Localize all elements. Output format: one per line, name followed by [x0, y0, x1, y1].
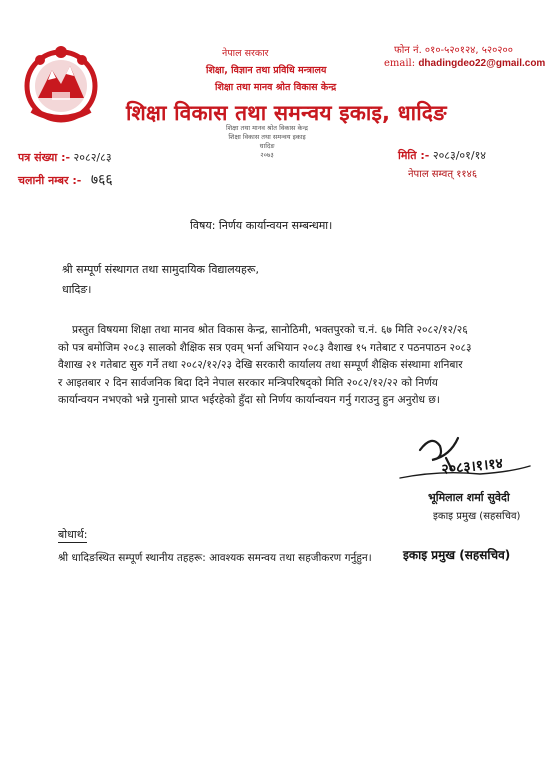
email-label: email: — [384, 58, 416, 69]
handwritten-signature — [380, 430, 540, 490]
email-line — [384, 58, 545, 69]
nepal-sambat-date: नेपाल सम्वत् ११४६ — [408, 169, 478, 180]
signer-name: भूमिलाल शर्मा सुवेदी — [428, 491, 510, 504]
nepal-emblem-icon — [18, 40, 104, 126]
body-line: र आइतबार २ दिन सार्वजनिक बिदा दिने नेपाल सरकार मन्त्रिपरिषद्को मिति २०८२/१२/२२ को निर्णय — [58, 376, 438, 389]
date-value: २०८३/०१/१४ — [432, 149, 487, 162]
recipient-line-2: धादिङ। — [62, 283, 92, 296]
letter-number-label: पत्र संख्या :- — [18, 151, 71, 164]
header-government: नेपाल सरकार — [222, 48, 269, 59]
seal-line-2: शिक्षा विकास तथा समन्वय इकाइ — [228, 133, 306, 141]
dispatch-number-value: ७६६ — [90, 172, 113, 188]
recipient-line-1: श्री सम्पूर्ण संस्थागत तथा सामुदायिक विद्यालयहरू, — [62, 263, 259, 276]
dispatch-number-label: चलानी नम्बर :- — [18, 174, 82, 187]
header-ministry: शिक्षा, विज्ञान तथा प्रविधि मन्त्रालय — [206, 65, 327, 76]
office-seal-text — [222, 124, 312, 160]
seal-line-4: २०७३ — [260, 151, 274, 159]
subject-line: विषय: निर्णय कार्यान्वयन सम्बन्धमा। — [190, 219, 333, 232]
dispatch-number — [18, 170, 113, 189]
cc-text: श्री धादिङस्थित सम्पूर्ण स्थानीय तहहरू: आवश्यक समन्वय तथा सहजीकरण गर्नुहुन। — [58, 552, 372, 564]
date — [398, 148, 486, 163]
signer-title: इकाइ प्रमुख (सहसचिव) — [433, 511, 521, 522]
letter-number — [18, 150, 112, 165]
date-label: मिति :- — [398, 149, 430, 162]
header-office-title: शिक्षा विकास तथा समन्वय इकाइ, धादिङ — [126, 101, 447, 125]
header-centre: शिक्षा तथा मानव श्रोत विकास केन्द्र — [215, 82, 337, 93]
signature-date: २०८३।१।१४ — [440, 455, 504, 478]
body-paragraph — [58, 322, 498, 410]
cc-label: बोधार्थ: — [58, 528, 88, 541]
designation-stamp: इकाइ प्रमुख (सहसचिव) — [403, 548, 511, 562]
seal-line-3: धादिङ — [259, 142, 275, 150]
body-line: वैशाख २१ गतेबाट सुरु गर्ने तथा २०८२/१२/२३ देखि सरकारी कार्यालय तथा सम्पूर्ण शैक्षिक संस्थामा शनिबार — [58, 359, 463, 371]
body-line: प्रस्तुत विषयमा शिक्षा तथा मानव श्रोत विकास केन्द्र, सानोठिमी, भक्तपुरको च.नं. ६७ मिति २०८२/१२/२६ — [72, 324, 468, 336]
letter-number-value: २०८२/८३ — [73, 151, 112, 164]
body-line: को पत्र बमोजिम २०८३ सालको शैक्षिक सत्र एवम् भर्ना अभियान २०८३ वैशाख १५ गतेबाट र पठनपाठन २०८३ — [58, 341, 472, 354]
phone-number: फोन नं. ०१०-५२०१२४, ५२०२०० — [394, 45, 513, 56]
seal-line-1: शिक्षा तथा मानव श्रोत विकास केन्द्र — [226, 124, 308, 132]
email-address: dhadingdeo22@gmail.com — [418, 58, 546, 69]
body-line: कार्यान्वयन नभएको भन्ने गुनासो प्राप्त भईरहेको हुँदा सो निर्णय कार्यान्वयन गर्नु गराउनु हुन अनुरोध छ। — [58, 394, 440, 406]
